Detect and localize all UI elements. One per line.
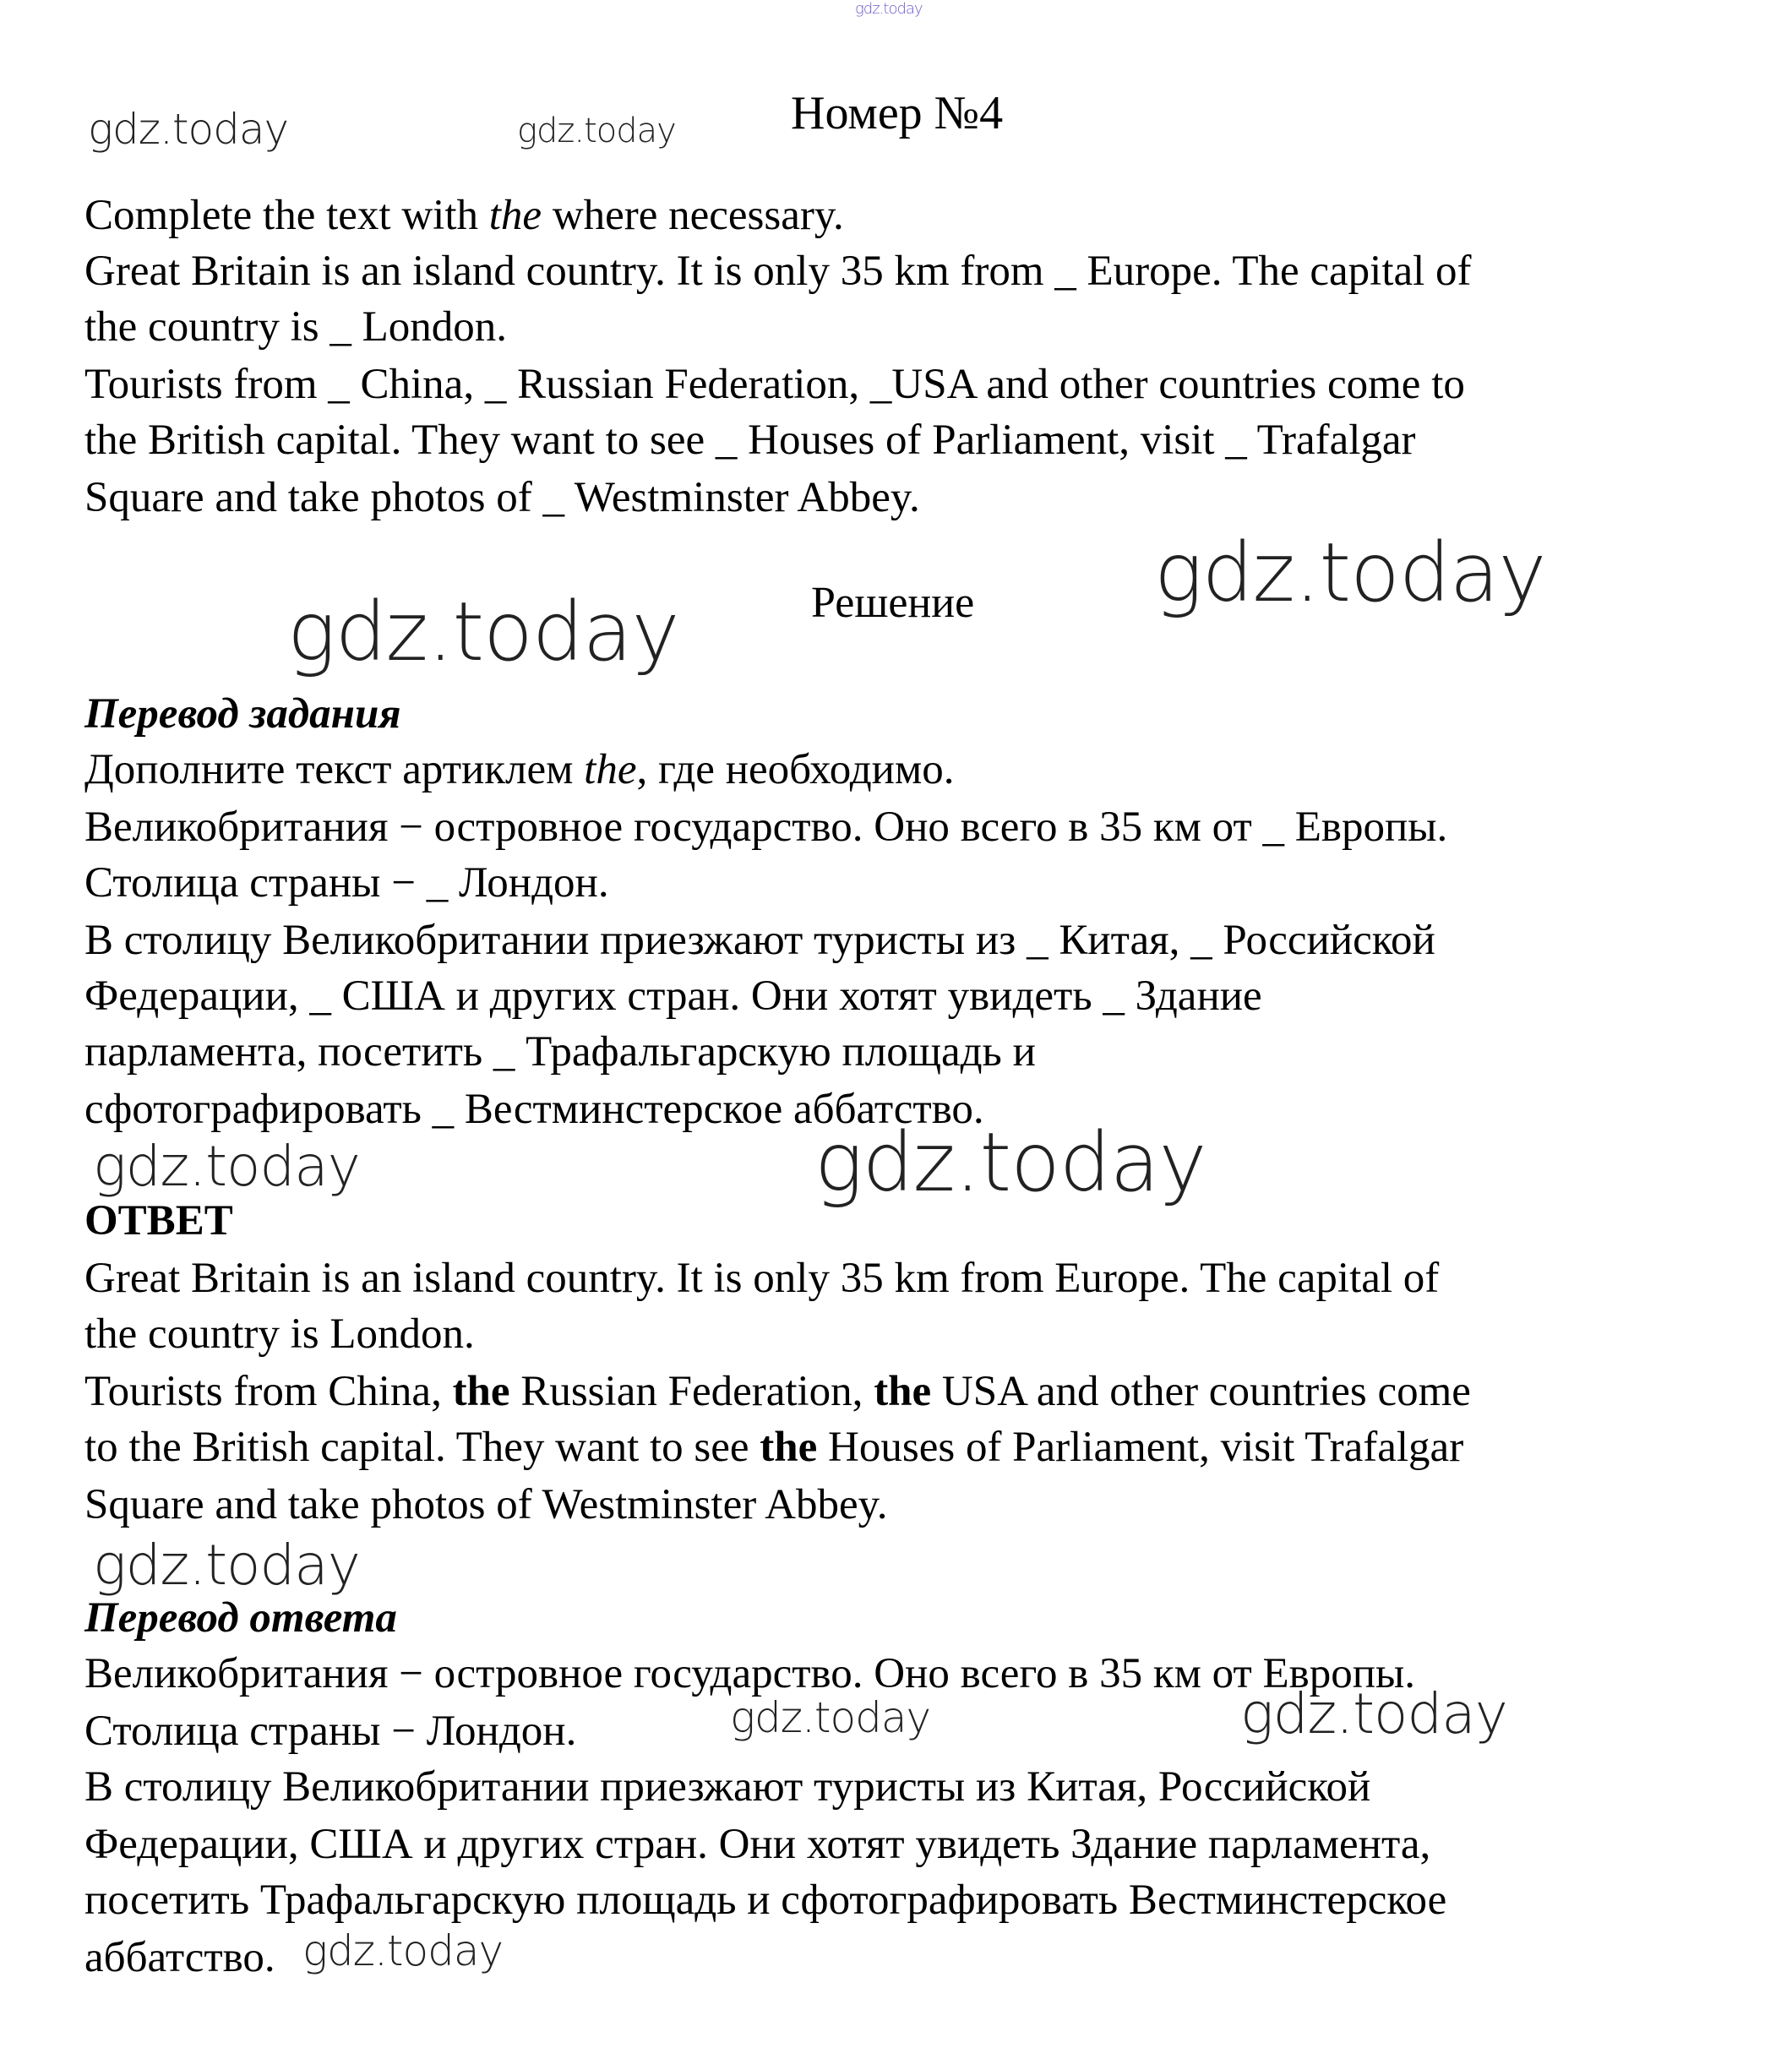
task-line: the country is _ London.	[84, 303, 508, 351]
answer-line: Tourists from China, the Russian Federation, the USA and other countries come	[84, 1368, 1471, 1415]
watermark-large-left: gdz.today	[287, 585, 679, 679]
watermark-header-left: gdz.today	[88, 105, 289, 154]
answer-article: the	[452, 1368, 510, 1415]
answer-article: the	[760, 1424, 818, 1471]
watermark-answer-bottom: gdz.today	[93, 1533, 360, 1598]
task-line: Tourists from _ China, _ Russian Federation, _USA and other countries come to	[84, 361, 1465, 408]
watermark-translation-mid: gdz.today	[730, 1693, 931, 1742]
answer-article: the	[874, 1368, 932, 1415]
answer-translation-line: посетить Трафальгарскую площадь и сфотографировать Вестминстерское	[84, 1877, 1447, 1924]
task-translation-line: парламента, посетить _ Трафальгарскую площадь и	[84, 1028, 1036, 1076]
answer-translation-line: Великобритания − островное государство. Оно всего в 35 км от Европы.	[84, 1650, 1416, 1697]
solution-label: Решение	[811, 579, 975, 627]
answer-translation-line: Федерации, США и других стран. Они хотят увидеть Здание парламента,	[84, 1821, 1431, 1868]
task-translation-heading: Перевод задания	[84, 690, 401, 738]
task-line: Great Britain is an island country. It is only 35 km from _ Europe. The capital of	[84, 248, 1472, 295]
answer-line: to the British capital. They want to see the Houses of Parliament, visit Trafalgar	[84, 1424, 1464, 1471]
watermark-top: gdz.today	[855, 0, 923, 18]
watermark-header-mid: gdz.today	[517, 112, 676, 150]
task-instruction: Complete the text with the where necessary.	[84, 192, 844, 239]
answer-line: the country is London.	[84, 1310, 475, 1358]
task-line: Square and take photos of _ Westminster Abbey.	[84, 474, 920, 521]
answer-translation-line: аббатство.	[84, 1934, 275, 1981]
task-translation-instruction: Дополните текст артиклем the, где необходимо.	[84, 746, 955, 793]
answer-heading: ОТВЕТ	[84, 1197, 233, 1245]
answer-line: Great Britain is an island country. It is only 35 km from Europe. The capital of	[84, 1255, 1440, 1302]
task-translation-line: Великобритания − островное государство. Оно всего в 35 км от _ Европы.	[84, 803, 1448, 851]
answer-translation-line: В столицу Великобритании приезжают туристы из Китая, Российской	[84, 1763, 1371, 1811]
answer-translation-heading: Перевод ответа	[84, 1594, 397, 1642]
watermark-bottom: gdz.today	[302, 1926, 504, 1975]
task-translation-line: Федерации, _ США и других стран. Они хотят увидеть _ Здание	[84, 972, 1262, 1020]
watermark-answer-left: gdz.today	[93, 1134, 360, 1199]
watermark-answer-center: gdz.today	[814, 1115, 1206, 1210]
task-translation-line: В столицу Великобритании приезжают туристы из _ Китая, _ Российской	[84, 917, 1435, 964]
answer-translation-line: Столица страны − Лондон.	[84, 1708, 577, 1755]
task-translation-line: Столица страны − _ Лондон.	[84, 859, 609, 907]
answer-line: Square and take photos of Westminster Abbey.	[84, 1481, 888, 1528]
task-line: the British capital. They want to see _ Houses of Parliament, visit _ Trafalgar	[84, 417, 1416, 464]
task-translation-line: сфотографировать _ Вестминстерское аббатство.	[84, 1086, 984, 1133]
watermark-large-right: gdz.today	[1154, 526, 1546, 620]
page-title: Номер №4	[791, 87, 1004, 139]
watermark-translation-right: gdz.today	[1240, 1681, 1507, 1746]
